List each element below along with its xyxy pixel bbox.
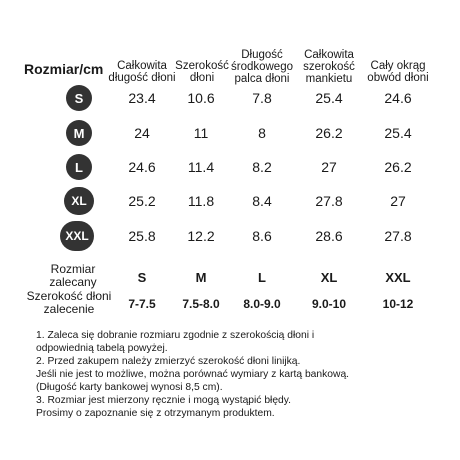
size-row-m [0, 118, 460, 148]
palm-width-value: 7-7.5 [128, 297, 156, 311]
note-line: Prosimy o zapoznanie się z otrzymanym produktem. [36, 408, 275, 419]
col-header-line: długość dłoni [108, 72, 176, 84]
col-header-circumference [358, 60, 438, 84]
value-cell: 12.2 [187, 228, 215, 244]
value-cell: 10.6 [187, 90, 215, 106]
value-cell: 11.4 [187, 159, 215, 175]
size-row-l [0, 152, 460, 182]
value-cell: 8 [258, 125, 266, 141]
col-header-line: dłoni [189, 72, 215, 84]
size-badge: L [66, 154, 92, 180]
value-cell: 7.8 [252, 90, 272, 106]
note-line: odpowiednią tabelą powyżej. [36, 343, 168, 354]
size-badge: XL [64, 187, 94, 215]
value-cell: 27.8 [315, 193, 343, 209]
value-cell: 25.4 [315, 90, 343, 106]
value-cell: 25.4 [384, 125, 412, 141]
value-cell: 24.6 [128, 159, 156, 175]
palm-width-value: 8.0-9.0 [243, 297, 281, 311]
recommended-value: L [258, 270, 266, 285]
size-column-header: Rozmiar/cm [24, 61, 104, 77]
recommended-size-label [28, 263, 118, 289]
size-row-xl [0, 186, 460, 216]
palm-width-value: 10-12 [382, 297, 414, 311]
notes-block [36, 329, 446, 420]
value-cell: 8.4 [252, 193, 272, 209]
col-header-line: palca dłoni [234, 73, 290, 85]
value-cell: 24.6 [384, 90, 412, 106]
value-cell: 27 [390, 193, 406, 209]
value-cell: 8.2 [252, 159, 272, 175]
col-header-line: Całkowita [304, 49, 354, 61]
col-header-cuff-width [289, 49, 369, 85]
note-line: 3. Rozmiar jest mierzony ręcznie i mogą wystąpić błędy. [36, 395, 292, 406]
size-badge: XXL [60, 221, 94, 251]
col-header-line: Całkowita [117, 60, 167, 72]
value-cell: 26.2 [384, 159, 412, 175]
col-header-line: Długość [241, 49, 283, 61]
label-line: zalecenie [43, 302, 95, 316]
value-cell: 27 [321, 159, 337, 175]
value-cell: 11 [193, 125, 209, 141]
col-header-line: szerokość [303, 61, 355, 73]
recommended-value: M [195, 270, 207, 285]
note-line: Jeśli nie jest to możliwe, można porównać wymiary z kartą bankową. [36, 369, 350, 380]
value-cell: 27.8 [384, 228, 412, 244]
value-cell: 23.4 [128, 90, 156, 106]
col-header-line: mankietu [305, 73, 353, 85]
col-header-line: Szerokość [175, 60, 229, 72]
value-cell: 28.6 [315, 228, 343, 244]
palm-width-value: 7.5-8.0 [182, 297, 220, 311]
recommended-value: XL [320, 270, 338, 285]
note-line: (Długość karty bankowej wynosi 8,5 cm). [36, 382, 223, 393]
note-line: 1. Zaleca się dobranie rozmiaru zgodnie z szerokością dłoni i [36, 330, 315, 341]
value-cell: 24 [134, 125, 150, 141]
size-badge: M [66, 120, 92, 146]
value-cell: 25.8 [128, 228, 156, 244]
recommended-value: XXL [385, 270, 411, 285]
size-badge: S [66, 85, 92, 111]
recommended-value: S [137, 270, 147, 285]
label-line: Rozmiar [50, 262, 96, 276]
col-header-line: środkowego [230, 61, 293, 73]
value-cell: 25.2 [128, 193, 156, 209]
col-header-line: Cały okrąg [370, 60, 426, 72]
palm-width-value: 9.0-10 [311, 297, 347, 311]
size-row-s [0, 83, 460, 113]
value-cell: 8.6 [252, 228, 272, 244]
label-line: Szerokość dłoni [26, 289, 112, 303]
label-line: zalecany [49, 275, 97, 289]
note-line: 2. Przed zakupem należy zmierzyć szerokość dłoni linijką. [36, 356, 301, 367]
size-row-xxl [0, 221, 460, 251]
value-cell: 11.8 [187, 193, 215, 209]
value-cell: 26.2 [315, 125, 343, 141]
col-header-line: obwód dłoni [367, 72, 429, 84]
